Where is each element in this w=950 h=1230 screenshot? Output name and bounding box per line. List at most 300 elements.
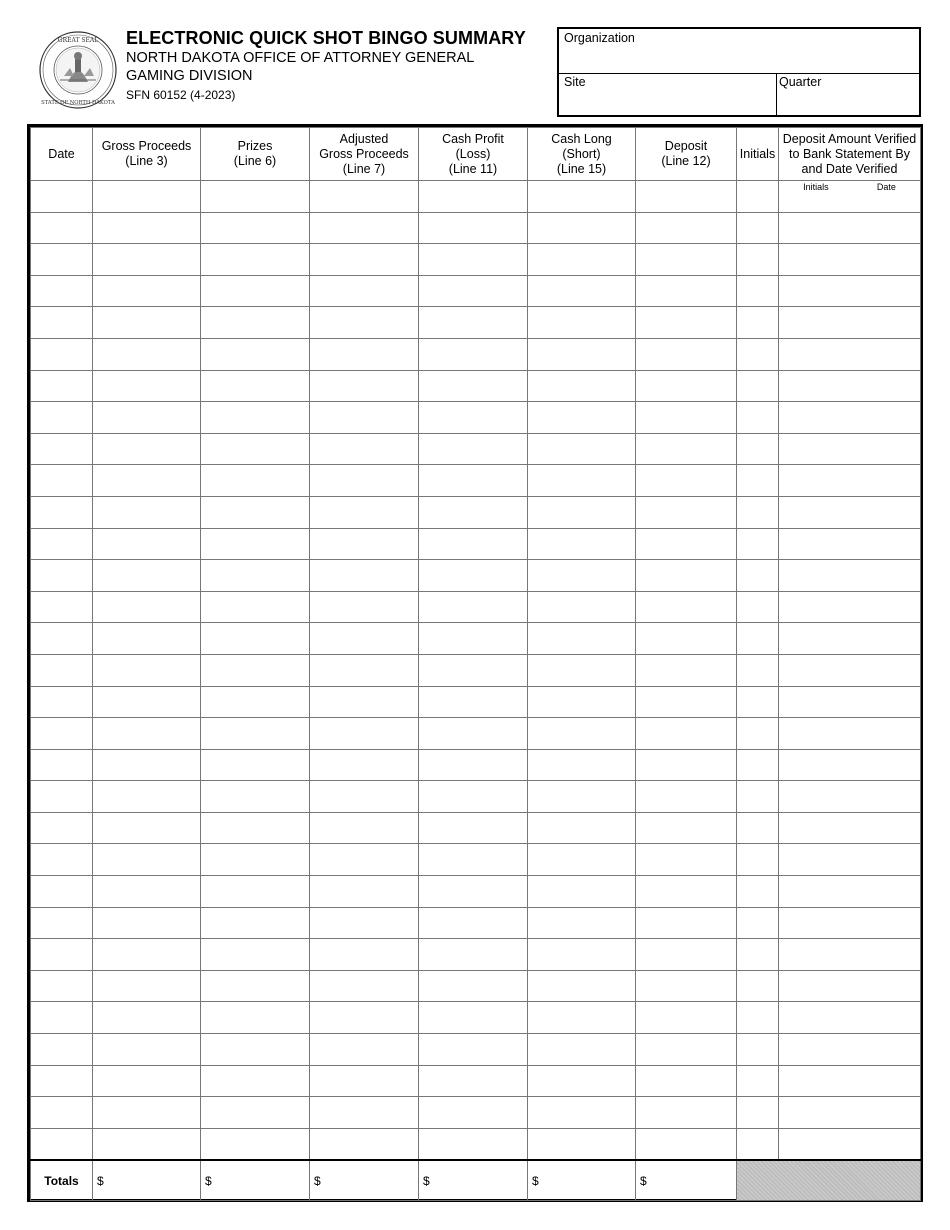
entry-cell[interactable]: [201, 718, 310, 750]
entry-cell[interactable]: [779, 781, 921, 813]
entry-cell[interactable]: [636, 496, 737, 528]
entry-cell[interactable]: [779, 939, 921, 971]
entry-cell[interactable]: [737, 876, 779, 908]
entry-cell[interactable]: [779, 338, 921, 370]
total-amount-cell[interactable]: [310, 1160, 419, 1201]
entry-cell[interactable]: [31, 370, 93, 402]
entry-cell[interactable]: [528, 876, 636, 908]
entry-cell[interactable]: [528, 844, 636, 876]
entry-cell[interactable]: [93, 338, 201, 370]
entry-cell[interactable]: [737, 275, 779, 307]
entry-cell[interactable]: [93, 1034, 201, 1066]
entry-cell[interactable]: [31, 907, 93, 939]
entry-cell[interactable]: [310, 1128, 419, 1160]
entry-cell[interactable]: [310, 1097, 419, 1129]
entry-cell[interactable]: [419, 1128, 528, 1160]
entry-cell[interactable]: [31, 623, 93, 655]
entry-cell[interactable]: [779, 654, 921, 686]
col-cash-long: [528, 128, 636, 181]
entry-cell[interactable]: [310, 1002, 419, 1034]
entry-cell[interactable]: [93, 212, 201, 244]
entry-cell[interactable]: [528, 970, 636, 1002]
entry-cell[interactable]: [31, 718, 93, 750]
entry-cell[interactable]: [310, 181, 419, 213]
entry-cell[interactable]: [528, 654, 636, 686]
entry-cell[interactable]: [419, 844, 528, 876]
entry-cell[interactable]: [201, 402, 310, 434]
entry-cell[interactable]: [636, 812, 737, 844]
entry-cell[interactable]: [93, 560, 201, 592]
entry-cell[interactable]: [636, 370, 737, 402]
entry-cell[interactable]: [93, 465, 201, 497]
entry-cell[interactable]: [636, 338, 737, 370]
entry-cell[interactable]: [93, 781, 201, 813]
entry-cell[interactable]: [93, 1002, 201, 1034]
entry-cell[interactable]: [201, 244, 310, 276]
entry-cell[interactable]: [737, 402, 779, 434]
entry-cell[interactable]: [93, 402, 201, 434]
entry-cell[interactable]: [779, 749, 921, 781]
entry-cell[interactable]: [779, 560, 921, 592]
entry-cell[interactable]: [419, 181, 528, 213]
entry-cell[interactable]: [310, 591, 419, 623]
entry-cell[interactable]: [779, 496, 921, 528]
entry-cell[interactable]: [528, 338, 636, 370]
entry-cell[interactable]: [779, 1128, 921, 1160]
entry-cell[interactable]: [779, 212, 921, 244]
entry-cell[interactable]: [636, 244, 737, 276]
column-header-text: and Date Verified: [801, 161, 898, 176]
entry-cell[interactable]: [636, 844, 737, 876]
entry-cell[interactable]: [419, 370, 528, 402]
entry-cell[interactable]: [737, 338, 779, 370]
entry-cell[interactable]: [201, 275, 310, 307]
entry-cell[interactable]: [93, 370, 201, 402]
entry-cell[interactable]: [310, 244, 419, 276]
entry-cell[interactable]: [779, 181, 921, 213]
entry-cell[interactable]: [201, 654, 310, 686]
entry-cell[interactable]: [528, 812, 636, 844]
entry-cell[interactable]: [419, 275, 528, 307]
entry-cell[interactable]: [31, 275, 93, 307]
entry-cell[interactable]: [201, 560, 310, 592]
entry-cell[interactable]: [93, 591, 201, 623]
entry-cell[interactable]: [528, 402, 636, 434]
entry-cell[interactable]: [31, 654, 93, 686]
entry-cell[interactable]: [779, 623, 921, 655]
entry-cell[interactable]: [93, 528, 201, 560]
entry-cell[interactable]: [31, 181, 93, 213]
entry-cell[interactable]: [201, 370, 310, 402]
organization-field[interactable]: [559, 29, 919, 74]
entry-cell[interactable]: [31, 433, 93, 465]
entry-cell[interactable]: [419, 402, 528, 434]
entry-cell[interactable]: [93, 686, 201, 718]
entry-cell[interactable]: [31, 876, 93, 908]
entry-cell[interactable]: [636, 560, 737, 592]
entry-cell[interactable]: [201, 528, 310, 560]
entry-cell[interactable]: [528, 1097, 636, 1129]
entry-cell[interactable]: [779, 686, 921, 718]
entry-cell[interactable]: [93, 623, 201, 655]
entry-cell[interactable]: [528, 465, 636, 497]
entry-cell[interactable]: [201, 623, 310, 655]
entry-cell[interactable]: [419, 812, 528, 844]
entry-cell[interactable]: [779, 844, 921, 876]
entry-cell[interactable]: [636, 623, 737, 655]
entry-cell[interactable]: [528, 370, 636, 402]
entry-cell[interactable]: [31, 338, 93, 370]
entry-cell[interactable]: [779, 1002, 921, 1034]
entry-cell[interactable]: [419, 244, 528, 276]
entry-cell[interactable]: [201, 433, 310, 465]
entry-cell[interactable]: [779, 402, 921, 434]
entry-cell[interactable]: [779, 433, 921, 465]
entry-cell[interactable]: [93, 939, 201, 971]
entry-cell[interactable]: [636, 307, 737, 339]
entry-cell[interactable]: [636, 939, 737, 971]
entry-cell[interactable]: [201, 749, 310, 781]
entry-cell[interactable]: [528, 907, 636, 939]
entry-cell[interactable]: [93, 654, 201, 686]
entry-cell[interactable]: [201, 307, 310, 339]
entry-cell[interactable]: [310, 749, 419, 781]
entry-cell[interactable]: [310, 370, 419, 402]
entry-cell[interactable]: [31, 212, 93, 244]
entry-cell[interactable]: [779, 528, 921, 560]
entry-cell[interactable]: [201, 591, 310, 623]
entry-cell[interactable]: [310, 528, 419, 560]
entry-cell[interactable]: [737, 433, 779, 465]
quarter-field[interactable]: [777, 74, 921, 117]
entry-cell[interactable]: [201, 338, 310, 370]
entry-cell[interactable]: [31, 307, 93, 339]
entry-cell[interactable]: [779, 370, 921, 402]
entry-cell[interactable]: [779, 876, 921, 908]
entry-cell[interactable]: [31, 496, 93, 528]
entry-cell[interactable]: [528, 181, 636, 213]
entry-cell[interactable]: [201, 876, 310, 908]
entry-cell[interactable]: [419, 1097, 528, 1129]
entry-cell[interactable]: [779, 244, 921, 276]
entry-cell[interactable]: [636, 275, 737, 307]
entry-cell[interactable]: [779, 591, 921, 623]
entry-cell[interactable]: [93, 907, 201, 939]
entry-cell[interactable]: [779, 465, 921, 497]
entry-cell[interactable]: [93, 433, 201, 465]
entry-cell[interactable]: [310, 939, 419, 971]
entry-cell[interactable]: [419, 907, 528, 939]
entry-cell[interactable]: [636, 876, 737, 908]
entry-cell[interactable]: [310, 1065, 419, 1097]
column-header-text: (Line 3): [125, 154, 168, 168]
entry-cell[interactable]: [419, 1002, 528, 1034]
entry-cell[interactable]: [737, 939, 779, 971]
entry-cell[interactable]: [419, 591, 528, 623]
entry-cell[interactable]: [93, 844, 201, 876]
entry-cell[interactable]: [31, 1128, 93, 1160]
entry-cell[interactable]: [201, 1034, 310, 1066]
entry-cell[interactable]: [636, 528, 737, 560]
entry-cell[interactable]: [528, 275, 636, 307]
entry-cell[interactable]: [201, 1002, 310, 1034]
entry-cell[interactable]: [528, 528, 636, 560]
entry-cell[interactable]: [419, 654, 528, 686]
entry-cell[interactable]: [31, 591, 93, 623]
entry-cell[interactable]: [419, 686, 528, 718]
entry-cell[interactable]: [310, 307, 419, 339]
entry-cell[interactable]: [528, 718, 636, 750]
entry-cell[interactable]: [737, 181, 779, 213]
table-row: [31, 1002, 921, 1034]
entry-cell[interactable]: [528, 433, 636, 465]
entry-cell[interactable]: [737, 907, 779, 939]
entry-cell[interactable]: [31, 1002, 93, 1034]
entry-cell[interactable]: [310, 812, 419, 844]
entry-cell[interactable]: [93, 496, 201, 528]
entry-cell[interactable]: [201, 844, 310, 876]
entry-cell[interactable]: [737, 1065, 779, 1097]
entry-cell[interactable]: [419, 338, 528, 370]
entry-cell[interactable]: [31, 1065, 93, 1097]
entry-cell[interactable]: [93, 1097, 201, 1129]
total-amount-cell[interactable]: [528, 1160, 636, 1201]
entry-cell[interactable]: [93, 718, 201, 750]
entry-cell[interactable]: [201, 970, 310, 1002]
entry-cell[interactable]: [31, 244, 93, 276]
entry-cell[interactable]: [93, 812, 201, 844]
entry-cell[interactable]: [528, 560, 636, 592]
entry-cell[interactable]: [310, 560, 419, 592]
entry-cell[interactable]: [737, 654, 779, 686]
entry-cell[interactable]: [310, 718, 419, 750]
entry-cell[interactable]: [737, 465, 779, 497]
entry-cell[interactable]: [310, 844, 419, 876]
entry-cell[interactable]: [737, 1097, 779, 1129]
total-amount-cell[interactable]: [201, 1160, 310, 1201]
entry-cell[interactable]: [310, 876, 419, 908]
entry-cell[interactable]: [93, 1128, 201, 1160]
entry-cell[interactable]: [528, 212, 636, 244]
entry-cell[interactable]: [737, 749, 779, 781]
entry-cell[interactable]: [93, 307, 201, 339]
entry-cell[interactable]: [528, 623, 636, 655]
entry-cell[interactable]: [93, 244, 201, 276]
entry-cell[interactable]: [528, 749, 636, 781]
entry-cell[interactable]: [636, 1128, 737, 1160]
entry-cell[interactable]: [419, 939, 528, 971]
table-row: [31, 781, 921, 813]
entry-cell[interactable]: [31, 528, 93, 560]
entry-cell[interactable]: [201, 812, 310, 844]
entry-cell[interactable]: [31, 465, 93, 497]
entry-cell[interactable]: [93, 970, 201, 1002]
entry-cell[interactable]: [310, 654, 419, 686]
entry-cell[interactable]: [310, 781, 419, 813]
entry-cell[interactable]: [31, 781, 93, 813]
entry-cell[interactable]: [528, 939, 636, 971]
entry-cell[interactable]: [419, 433, 528, 465]
entry-cell[interactable]: [779, 1065, 921, 1097]
entry-cell[interactable]: [737, 591, 779, 623]
entry-cell[interactable]: [201, 1065, 310, 1097]
entry-cell[interactable]: [737, 844, 779, 876]
entry-cell[interactable]: [636, 181, 737, 213]
entry-cell[interactable]: [636, 907, 737, 939]
entry-cell[interactable]: [636, 686, 737, 718]
organization-info-box: [557, 27, 921, 117]
entry-cell[interactable]: [737, 496, 779, 528]
entry-cell[interactable]: [737, 370, 779, 402]
entry-cell[interactable]: [737, 1002, 779, 1034]
table-row: [31, 686, 921, 718]
entry-cell[interactable]: [310, 212, 419, 244]
entry-cell[interactable]: [636, 718, 737, 750]
entry-cell[interactable]: [779, 812, 921, 844]
entry-cell[interactable]: [779, 970, 921, 1002]
entry-cell[interactable]: [636, 781, 737, 813]
entry-cell[interactable]: [201, 907, 310, 939]
entry-cell[interactable]: [636, 591, 737, 623]
entry-cell[interactable]: [737, 560, 779, 592]
entry-cell[interactable]: [201, 496, 310, 528]
entry-cell[interactable]: [419, 1034, 528, 1066]
table-row: [31, 528, 921, 560]
entry-cell[interactable]: [528, 307, 636, 339]
entry-cell[interactable]: [310, 402, 419, 434]
entry-cell[interactable]: [31, 812, 93, 844]
entry-cell[interactable]: [419, 528, 528, 560]
entry-cell[interactable]: [636, 433, 737, 465]
entry-cell[interactable]: [419, 212, 528, 244]
entry-cell[interactable]: [528, 496, 636, 528]
entry-cell[interactable]: [636, 465, 737, 497]
entry-cell[interactable]: [737, 812, 779, 844]
entry-cell[interactable]: [636, 1034, 737, 1066]
site-field[interactable]: [559, 74, 777, 117]
entry-cell[interactable]: [31, 749, 93, 781]
entry-cell[interactable]: [310, 623, 419, 655]
entry-cell[interactable]: [31, 1034, 93, 1066]
entry-cell[interactable]: [419, 781, 528, 813]
entry-cell[interactable]: [310, 970, 419, 1002]
entry-cell[interactable]: [310, 907, 419, 939]
entry-cell[interactable]: [636, 654, 737, 686]
entry-cell[interactable]: [636, 1097, 737, 1129]
entry-cell[interactable]: [31, 1097, 93, 1129]
entry-cell[interactable]: [636, 749, 737, 781]
entry-cell[interactable]: [201, 212, 310, 244]
entry-cell[interactable]: [737, 212, 779, 244]
entry-cell[interactable]: [201, 465, 310, 497]
entry-cell[interactable]: [93, 181, 201, 213]
entry-cell[interactable]: [779, 1034, 921, 1066]
entry-cell[interactable]: [636, 212, 737, 244]
entry-cell[interactable]: [528, 781, 636, 813]
entry-cell[interactable]: [201, 1128, 310, 1160]
total-amount-cell[interactable]: [636, 1160, 737, 1201]
entry-cell[interactable]: [93, 876, 201, 908]
entry-cell[interactable]: [737, 244, 779, 276]
entry-cell[interactable]: [310, 686, 419, 718]
entry-cell[interactable]: [737, 686, 779, 718]
entry-cell[interactable]: [31, 686, 93, 718]
entry-cell[interactable]: [419, 749, 528, 781]
entry-cell[interactable]: [201, 1097, 310, 1129]
entry-cell[interactable]: [419, 1065, 528, 1097]
entry-cell[interactable]: [636, 970, 737, 1002]
entry-cell[interactable]: [31, 402, 93, 434]
entry-cell[interactable]: [201, 781, 310, 813]
entry-cell[interactable]: [310, 338, 419, 370]
entry-cell[interactable]: [737, 718, 779, 750]
entry-cell[interactable]: [310, 465, 419, 497]
entry-cell[interactable]: [636, 1065, 737, 1097]
entry-cell[interactable]: [528, 244, 636, 276]
entry-cell[interactable]: [737, 528, 779, 560]
entry-cell[interactable]: [528, 1065, 636, 1097]
entry-cell[interactable]: [528, 686, 636, 718]
entry-cell[interactable]: [779, 718, 921, 750]
total-amount-cell[interactable]: [419, 1160, 528, 1201]
entry-cell[interactable]: [201, 181, 310, 213]
entry-cell[interactable]: [93, 1065, 201, 1097]
entry-cell[interactable]: [737, 307, 779, 339]
entry-cell[interactable]: [779, 275, 921, 307]
entry-cell[interactable]: [419, 623, 528, 655]
table-row: [31, 402, 921, 434]
entry-cell[interactable]: [93, 275, 201, 307]
table-row: [31, 591, 921, 623]
entry-cell[interactable]: [419, 465, 528, 497]
entry-cell[interactable]: [737, 781, 779, 813]
entry-cell[interactable]: [31, 970, 93, 1002]
entry-cell[interactable]: [779, 907, 921, 939]
entry-cell[interactable]: [31, 939, 93, 971]
entry-cell[interactable]: [310, 496, 419, 528]
entry-cell[interactable]: [528, 591, 636, 623]
entry-cell[interactable]: [737, 1128, 779, 1160]
entry-cell[interactable]: [636, 402, 737, 434]
entry-cell[interactable]: [201, 686, 310, 718]
entry-cell[interactable]: [310, 1034, 419, 1066]
entry-cell[interactable]: [737, 1034, 779, 1066]
entry-cell[interactable]: [779, 1097, 921, 1129]
total-amount-cell[interactable]: [93, 1160, 201, 1201]
entry-cell[interactable]: [93, 749, 201, 781]
entry-cell[interactable]: [779, 307, 921, 339]
table-row: [31, 623, 921, 655]
entry-cell[interactable]: [419, 876, 528, 908]
entry-cell[interactable]: [31, 560, 93, 592]
entry-cell[interactable]: [737, 970, 779, 1002]
entry-cell[interactable]: [528, 1002, 636, 1034]
entry-cell[interactable]: [419, 718, 528, 750]
entry-cell[interactable]: [419, 307, 528, 339]
entry-cell[interactable]: [528, 1034, 636, 1066]
entry-cell[interactable]: [419, 560, 528, 592]
entry-cell[interactable]: [310, 433, 419, 465]
table-row: [31, 844, 921, 876]
entry-cell[interactable]: [528, 1128, 636, 1160]
entry-cell[interactable]: [419, 496, 528, 528]
entry-cell[interactable]: [636, 1002, 737, 1034]
entry-cell[interactable]: [310, 275, 419, 307]
entry-cell[interactable]: [201, 939, 310, 971]
entry-cell[interactable]: [419, 970, 528, 1002]
entry-cell[interactable]: [31, 844, 93, 876]
entry-cell[interactable]: [737, 623, 779, 655]
